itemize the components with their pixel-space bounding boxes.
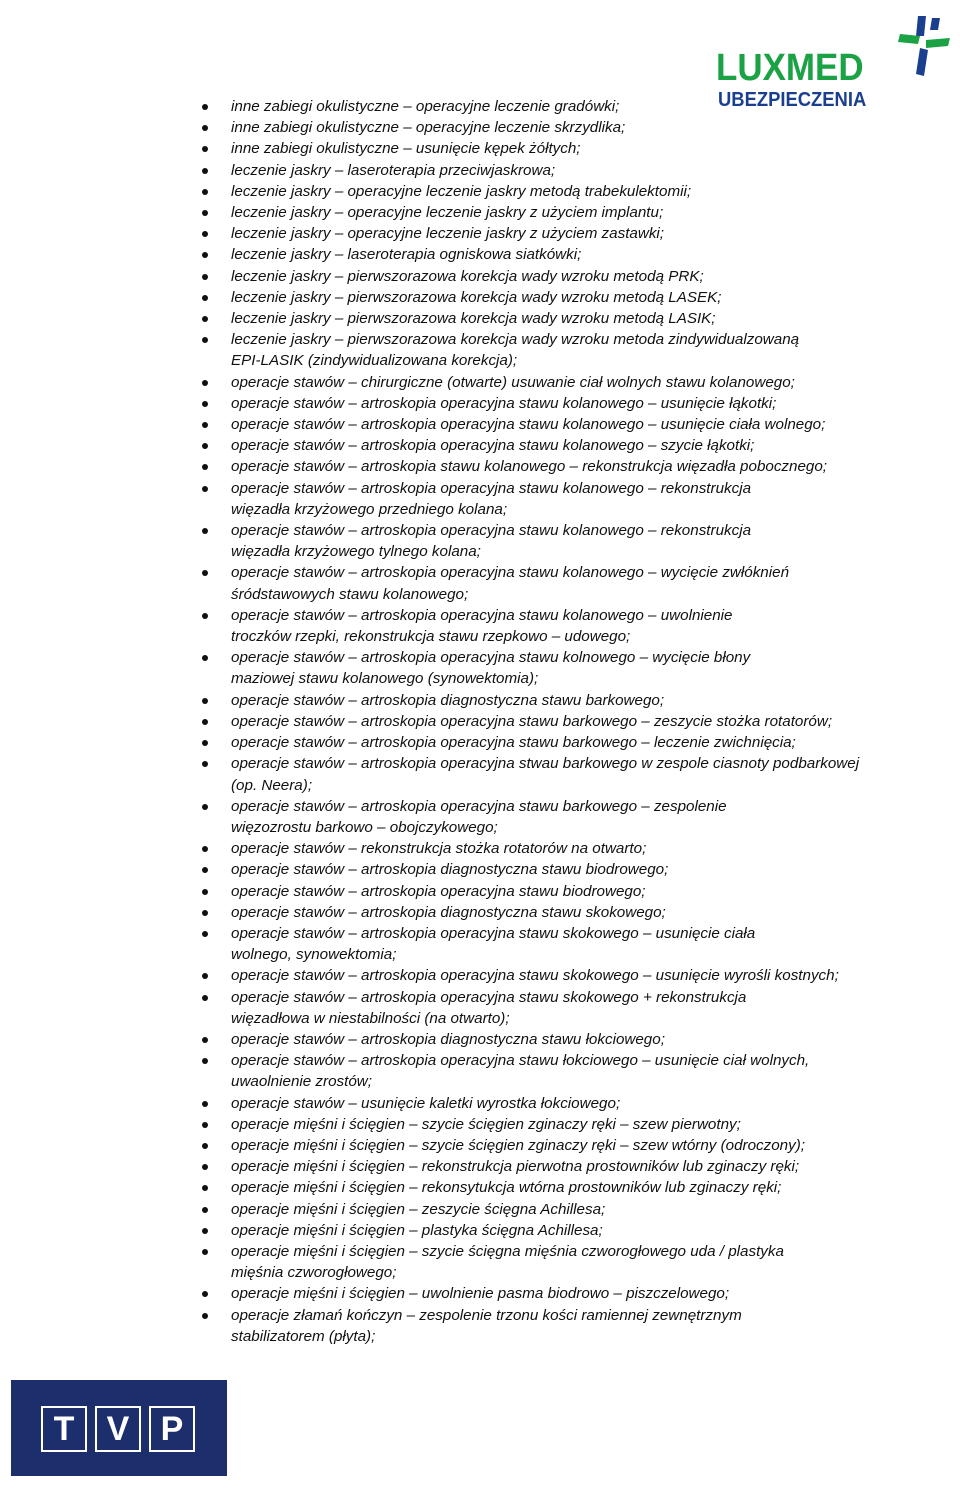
list-item	[196, 117, 956, 138]
bullet-icon	[202, 125, 208, 131]
bullet-icon	[202, 1185, 208, 1191]
list-item-text: operacje mięśni i ścięgien – rekonstrukcja pierwotna prostowników lub zginaczy ręki;	[231, 1158, 800, 1176]
bullet-icon	[202, 1037, 208, 1043]
bullet-icon	[202, 910, 208, 916]
list-item	[196, 478, 956, 520]
list-item-text: operacje stawów – artroskopia diagnostyczna stawu biodrowego;	[231, 861, 669, 879]
list-item	[196, 1029, 956, 1050]
list-item	[196, 605, 956, 647]
list-item-text: operacje stawów – artroskopia operacyjna stawu kolanowego – wycięcie zwłóknień	[231, 564, 790, 582]
list-item-text: śródstawowych stawu kolanowego;	[231, 585, 469, 603]
list-item-text: operacje stawów – artroskopia diagnostyczna stawu łokciowego;	[231, 1030, 665, 1048]
list-item-text: mięśnia czworogłowego;	[231, 1264, 397, 1282]
list-item-text: inne zabiegi okulistyczne – usunięcie kępek żółtych;	[231, 140, 581, 158]
list-item-text: operacje stawów – artroskopia stawu kolanowego – rekonstrukcja więzadła pobocznego;	[231, 458, 828, 476]
bullet-icon	[202, 804, 208, 810]
list-item-text: leczenie jaskry – laseroterapia ogniskowa siatkówki;	[231, 246, 582, 264]
list-item-text: stabilizatorem (płyta);	[231, 1327, 376, 1345]
list-item-text: operacje mięśni i ścięgien – plastyka ścięgna Achillesa;	[231, 1221, 603, 1239]
list-item	[196, 859, 956, 880]
bullet-icon	[202, 252, 208, 258]
list-item	[196, 1093, 956, 1114]
list-item-text: operacje stawów – artroskopia diagnostyczna stawu barkowego;	[231, 691, 665, 709]
bullet-icon	[202, 380, 208, 386]
bullet-icon	[202, 528, 208, 534]
luxmed-cross-icon	[896, 14, 952, 86]
bullet-icon	[202, 401, 208, 407]
list-item	[196, 202, 956, 223]
list-item-text: operacje stawów – artroskopia operacyjna stawu barkowego – leczenie zwichnięcia;	[231, 734, 796, 752]
list-item-text: operacje złamań kończyn – zespolenie trzonu kości ramiennej zewnętrznym	[231, 1306, 742, 1324]
list-item	[196, 1305, 956, 1347]
list-item-text: operacje stawów – artroskopia diagnostyczna stawu skokowego;	[231, 903, 666, 921]
list-item	[196, 244, 956, 265]
bullet-icon	[202, 295, 208, 301]
list-item	[196, 160, 956, 181]
bullet-icon	[202, 889, 208, 895]
list-item	[196, 223, 956, 244]
luxmed-logo-subtitle: UBEZPIECZENIA	[718, 89, 867, 111]
bullet-icon	[202, 655, 208, 661]
bullet-icon	[202, 1122, 208, 1128]
list-item	[196, 520, 956, 562]
list-item	[196, 711, 956, 732]
bullet-icon	[202, 1058, 208, 1064]
list-item	[196, 690, 956, 711]
list-item-text: operacje stawów – artroskopia operacyjna stawu łokciowego – usunięcie ciał wolnych,	[231, 1052, 810, 1070]
bullet-icon	[202, 1143, 208, 1149]
list-item	[196, 96, 956, 117]
bullet-icon	[202, 931, 208, 937]
tvp-logo-letter: P	[149, 1406, 195, 1452]
list-item	[196, 266, 956, 287]
list-item-text: operacje mięśni i ścięgien – zeszycie ścięgna Achillesa;	[231, 1200, 606, 1218]
bullet-icon	[202, 1249, 208, 1255]
list-item-text: leczenie jaskry – pierwszorazowa korekcja wady wzroku metodą LASIK;	[231, 310, 716, 328]
list-item	[196, 1199, 956, 1220]
tvp-logo	[11, 1380, 227, 1476]
bullet-icon	[202, 761, 208, 767]
list-item	[196, 965, 956, 986]
list-item-text: operacje mięśni i ścięgien – rekonsytukcja wtórna prostowników lub zginaczy ręki;	[231, 1179, 782, 1197]
bullet-icon	[202, 1313, 208, 1319]
list-item-text: leczenie jaskry – laseroterapia przeciwjaskrowa;	[231, 161, 556, 179]
list-item	[196, 1135, 956, 1156]
list-item-text: leczenie jaskry – pierwszorazowa korekcja wady wzroku metoda zindywidualzowaną	[231, 331, 800, 349]
list-item	[196, 881, 956, 902]
list-item	[196, 562, 956, 604]
bullet-icon	[202, 1101, 208, 1107]
list-item-text: więzozrostu barkowo – obojczykowego;	[231, 818, 498, 836]
list-item	[196, 732, 956, 753]
list-item	[196, 902, 956, 923]
list-item-text: operacje mięśni i ścięgien – szycie ścięgna mięśnia czworogłowego uda / plastyka	[231, 1242, 784, 1260]
procedure-list	[196, 96, 956, 1347]
tvp-logo-letter: T	[41, 1406, 87, 1452]
bullet-icon	[202, 274, 208, 280]
bullet-icon	[202, 613, 208, 619]
bullet-icon	[202, 846, 208, 852]
list-item	[196, 923, 956, 965]
list-item-text: operacje stawów – artroskopia operacyjna stawu kolanowego – szycie łąkotki;	[231, 437, 755, 455]
list-item-text: operacje stawów – artroskopia operacyjna stawu kolnowego – wycięcie błony	[231, 649, 751, 667]
list-item	[196, 393, 956, 414]
list-item-text: operacje stawów – artroskopia operacyjna stawu kolanowego – usunięcie łąkotki;	[231, 394, 777, 412]
list-item-text: (op. Neera);	[231, 776, 313, 794]
list-item	[196, 1114, 956, 1135]
list-item-text: EPI-LASIK (zindywidualizowana korekcja);	[231, 352, 518, 370]
list-item	[196, 838, 956, 859]
list-item	[196, 372, 956, 393]
list-item-text: operacje stawów – artroskopia operacyjna stawu skokowego – usunięcie wyrośli kostnych;	[231, 967, 839, 985]
list-item-text: inne zabiegi okulistyczne – operacyjne leczenie skrzydlika;	[231, 119, 626, 137]
bullet-icon	[202, 422, 208, 428]
list-item	[196, 308, 956, 329]
bullet-icon	[202, 486, 208, 492]
list-item-text: leczenie jaskry – operacyjne leczenie jaskry z użyciem implantu;	[231, 204, 664, 222]
bullet-icon	[202, 1291, 208, 1297]
bullet-icon	[202, 210, 208, 216]
list-item	[196, 329, 956, 371]
list-item-text: więzadłowa w niestabilności (na otwarto);	[231, 1009, 510, 1027]
list-item-text: operacje stawów – artroskopia operacyjna stawu kolanowego – usunięcie ciała wolnego;	[231, 416, 826, 434]
bullet-icon	[202, 337, 208, 343]
bullet-icon	[202, 740, 208, 746]
list-item-text: operacje stawów – artroskopia operacyjna stawu barkowego – zeszycie stożka rotatorów;	[231, 712, 833, 730]
bullet-icon	[202, 973, 208, 979]
list-item	[196, 796, 956, 838]
bullet-icon	[202, 316, 208, 322]
list-item	[196, 1220, 956, 1241]
list-item-text: operacje stawów – artroskopia operacyjna stawu skokowego + rekonstrukcja	[231, 988, 747, 1006]
list-item	[196, 987, 956, 1029]
list-item	[196, 647, 956, 689]
bullet-icon	[202, 995, 208, 1001]
bullet-icon	[202, 698, 208, 704]
list-item	[196, 456, 956, 477]
list-item-text: operacje stawów – rekonstrukcja stożka rotatorów na otwarto;	[231, 840, 647, 858]
bullet-icon	[202, 1164, 208, 1170]
list-item-text: inne zabiegi okulistyczne – operacyjne leczenie gradówki;	[231, 98, 620, 115]
list-item-text: operacje mięśni i ścięgien – szycie ścięgien zginaczy ręki – szew pierwotny;	[231, 1115, 741, 1133]
list-item-text: więzadła krzyżowego tylnego kolana;	[231, 543, 481, 561]
list-item	[196, 1177, 956, 1198]
list-item	[196, 138, 956, 159]
list-item-text: leczenie jaskry – pierwszorazowa korekcja wady wzroku metodą PRK;	[231, 267, 704, 285]
bullet-icon	[202, 570, 208, 576]
list-item-text: operacje stawów – artroskopia operacyjna stawu skokowego – usunięcie ciała	[231, 924, 756, 942]
bullet-icon	[202, 168, 208, 174]
list-item-text: operacje stawów – artroskopia operacyjna stawu kolanowego – rekonstrukcja	[231, 479, 752, 497]
list-item	[196, 414, 956, 435]
list-item-text: operacje stawów – artroskopia operacyjna stawu kolanowego – uwolnienie	[231, 606, 733, 624]
bullet-icon	[202, 189, 208, 195]
list-item-text: uwaolnienie zrostów;	[231, 1073, 372, 1091]
list-item-text: wolnego, synowektomia;	[231, 946, 397, 964]
bullet-icon	[202, 104, 208, 110]
bullet-icon	[202, 1207, 208, 1213]
bullet-icon	[202, 443, 208, 449]
list-item-text: operacje mięśni i ścięgien – uwolnienie pasma biodrowo – piszczelowego;	[231, 1285, 730, 1303]
list-item-text: operacje stawów – artroskopia operacyjna stwau barkowego w zespole ciasnoty podbarkowej	[231, 755, 860, 773]
bullet-icon	[202, 867, 208, 873]
bullet-icon	[202, 464, 208, 470]
list-item	[196, 181, 956, 202]
list-item	[196, 1241, 956, 1283]
bullet-icon	[202, 719, 208, 725]
list-item-text: więzadła krzyżowego przedniego kolana;	[231, 500, 508, 518]
list-item-text: leczenie jaskry – operacyjne leczenie jaskry z użyciem zastawki;	[231, 225, 665, 243]
list-item-text: operacje stawów – chirurgiczne (otwarte) usuwanie ciał wolnych stawu kolanowego;	[231, 373, 795, 391]
bullet-icon	[202, 231, 208, 237]
list-item-text: troczków rzepki, rekonstrukcja stawu rzepkowo – udowego;	[231, 628, 631, 646]
bullet-icon	[202, 146, 208, 152]
list-item	[196, 753, 956, 795]
list-item-text: leczenie jaskry – pierwszorazowa korekcja wady wzroku metodą LASEK;	[231, 288, 722, 306]
list-item-text: leczenie jaskry – operacyjne leczenie jaskry metodą trabekulektomii;	[231, 182, 692, 200]
list-item-text: operacje mięśni i ścięgien – szycie ścięgien zginaczy ręki – szew wtórny (odroczony);	[231, 1136, 805, 1154]
list-item	[196, 1050, 956, 1092]
list-item	[196, 435, 956, 456]
tvp-logo-letter: V	[95, 1406, 141, 1452]
list-item-text: operacje stawów – usunięcie kaletki wyrostka łokciowego;	[231, 1094, 621, 1112]
list-item	[196, 287, 956, 308]
bullet-icon	[202, 1228, 208, 1234]
list-item-text: operacje stawów – artroskopia operacyjna stawu kolanowego – rekonstrukcja	[231, 522, 752, 540]
list-item-text: operacje stawów – artroskopia operacyjna stawu biodrowego;	[231, 882, 646, 900]
luxmed-logo-word: LUXMED	[716, 47, 864, 89]
list-item	[196, 1283, 956, 1304]
list-item-text: maziowej stawu kolanowego (synowektomia);	[231, 670, 539, 688]
list-item	[196, 1156, 956, 1177]
list-item-text: operacje stawów – artroskopia operacyjna stawu barkowego – zespolenie	[231, 797, 727, 815]
